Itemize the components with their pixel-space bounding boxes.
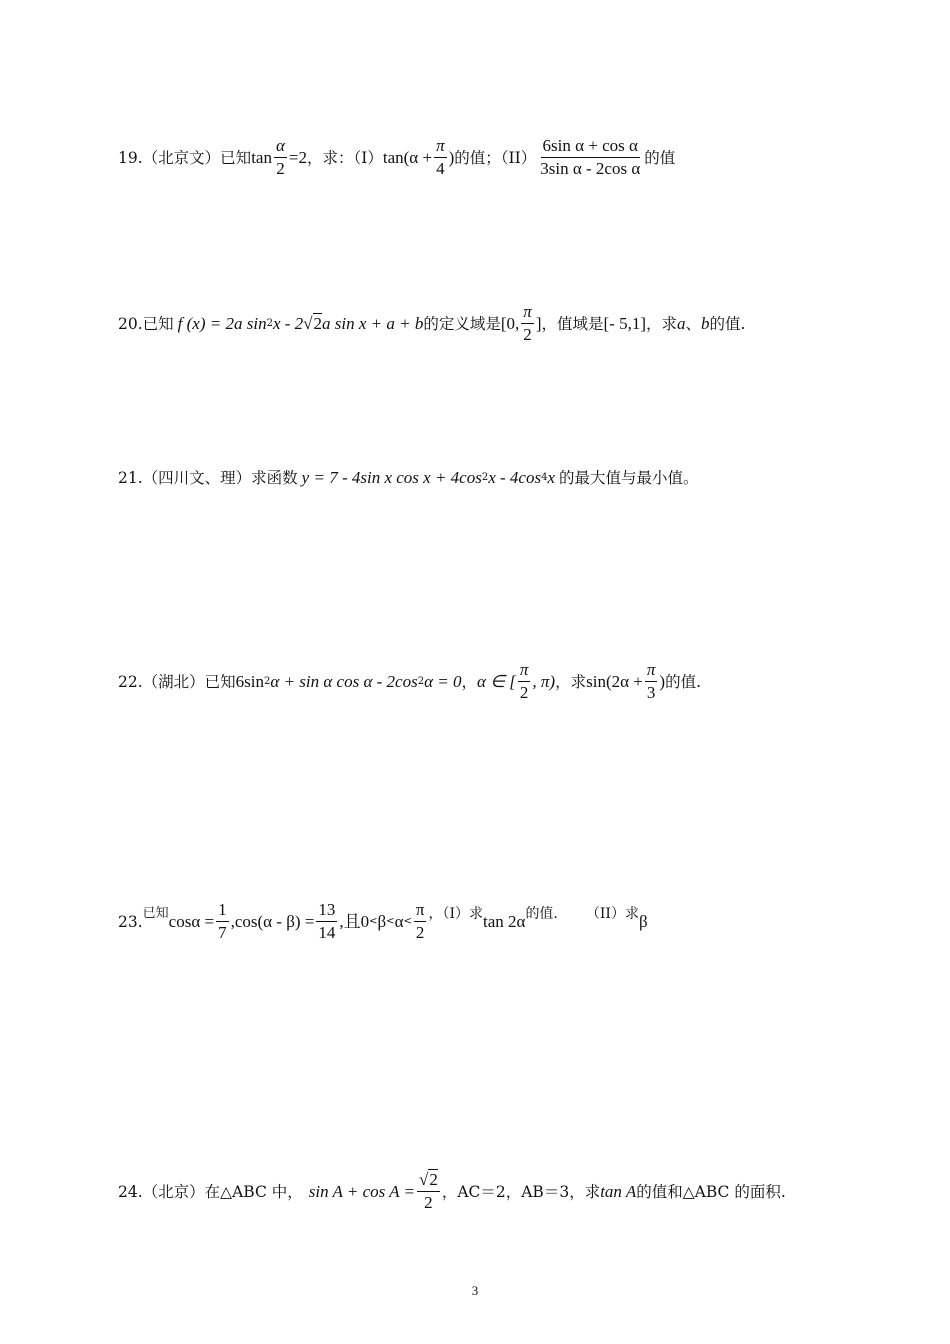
problem-21: 21. （四川文、理）求函数 y = 7 - 4sin x cos x + 4cos 2 x - 4cos 4 x 的最大值与最小值。 [118, 468, 699, 487]
problem-number: 24. [118, 1182, 143, 1201]
fraction: $\frac{\pi}{2}$ [523, 302, 532, 345]
fraction: $\frac{\pi}{4}$ [436, 136, 445, 179]
page-number: 3 [471, 1283, 479, 1298]
fraction: $\frac{\pi}{3}$ [646, 660, 656, 703]
problem-19: 19. （北京文） 已知 tan $\frac{\alpha}{2}$ =2 ，求：（I） tan(α + $\frac{\pi}{4}$ ) 的值；（II） $\frac{\text{6sin α + cos α}}{\text{3sin α - 2cos α}}$ 的值 [118, 136, 676, 179]
problem-number: 21. [118, 468, 143, 487]
fraction: $\frac{\alpha}{2}$ [275, 136, 285, 179]
problem-20: 20. 已知 f (x) = 2a sin 2 x - 2 √ 2 a sin x + a + b 的定义域是 [0, $\frac{\pi}{2}$ ] ，值域是 [- 5,1] ，求 a 、 b 的值. [118, 302, 746, 345]
sqrt-symbol: √ [418, 1170, 429, 1189]
fraction: $\frac{13}{14}$ [318, 900, 336, 943]
fraction: $\frac{√2}{2}$ [418, 1170, 438, 1213]
problem-number: 23. [118, 912, 143, 931]
problem-number: 20. [118, 314, 143, 333]
fraction: $\frac{\pi}{2}$ [415, 900, 425, 943]
problem-24: 24. （北京）在△ABC 中， sin A + cos A = $\frac{√2}{2}$ ，AC＝2，AB＝3，求 tan A 的值和△ABC 的面积. [118, 1170, 786, 1213]
fraction: $\frac{\text{6sin α + cos α}}{\text{3sin α - 2cos α}}$ [540, 136, 641, 179]
fraction: $\frac{\pi}{2}$ [519, 660, 529, 703]
fraction: $\frac{1}{7}$ [218, 900, 227, 943]
problem-source: （北京文） [142, 148, 221, 167]
problem-22: 22. （湖北）已知 6sin 2 α + sin α cos α - 2cos 2 α = 0 ， α ∈ [ $\frac{\pi}{2}$ , π) ，求 sin(2α + $\frac{\pi}{3}$ ) 的值. [118, 660, 701, 703]
problem-number: 19. [118, 148, 143, 167]
problem-23: 23. 已知 cosα = $\frac{1}{7}$ ,cos(α - β) = $\frac{13}{14}$ ,且0 < β < α < $\frac{\pi}{2}$ ，（I）求 tan 2α 的值. （II）求 β [118, 900, 648, 943]
problem-number: 22. [118, 672, 143, 691]
sqrt-symbol: √ [303, 313, 313, 333]
